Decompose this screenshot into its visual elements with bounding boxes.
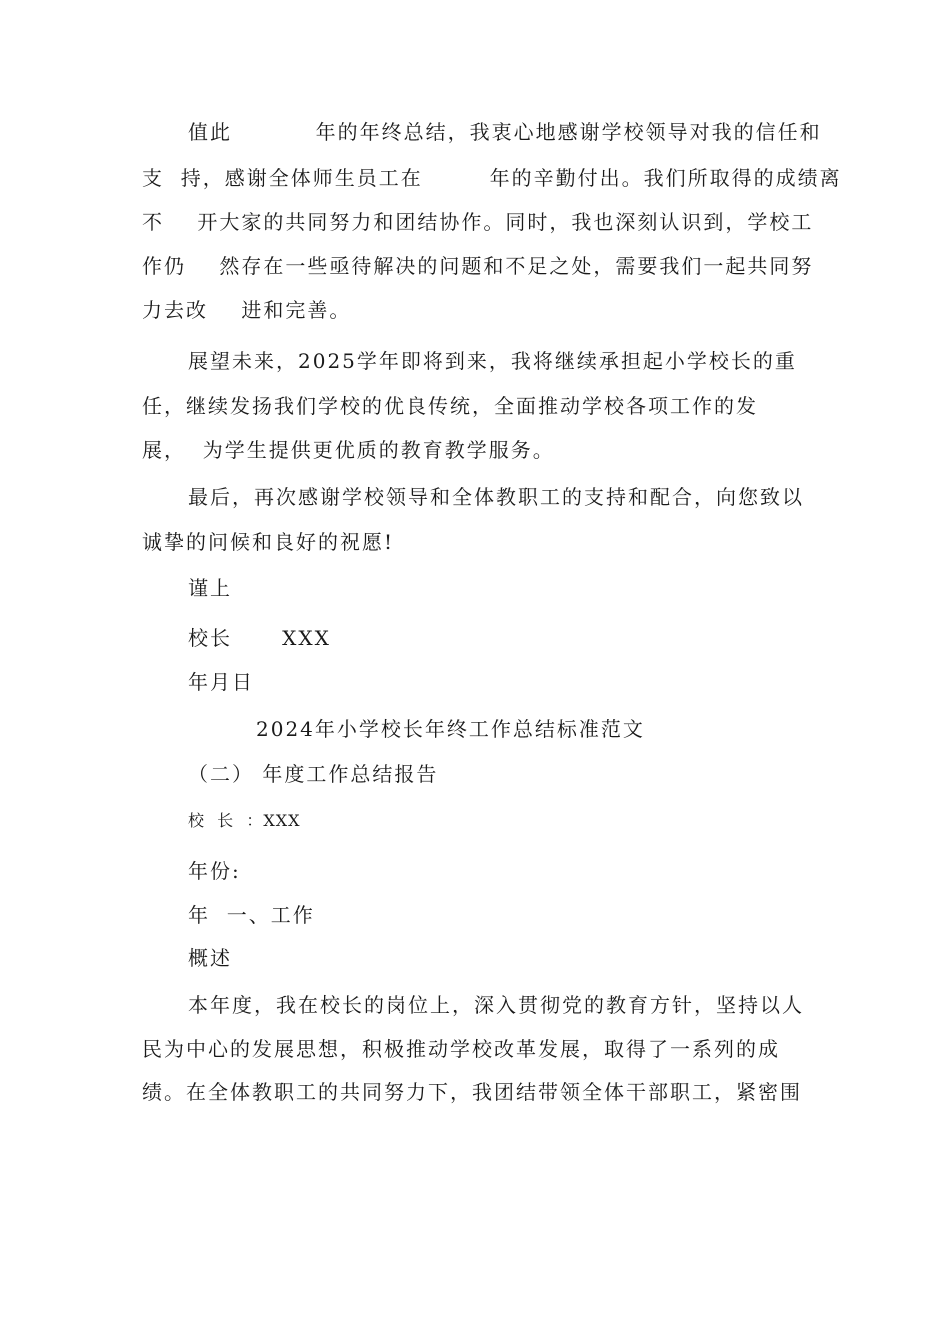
document-title: 2024年小学校长年终工作总结标准范文	[256, 717, 645, 741]
paragraph-4-line-1: 本年度，我在校长的岗位上，深入贯彻党的教育方针，坚持以人	[188, 993, 804, 1017]
paragraph-3-line-2: 诚挚的问候和良好的祝愿!	[142, 530, 395, 554]
paragraph-4-line-3: 绩。在全体教职工的共同努力下，我团结带领全体干部职工，紧密围	[142, 1080, 802, 1104]
paragraph-1-line-2: 支 持，感谢全体师生员工在 年的辛勤付出。我们所取得的成绩离	[142, 166, 842, 190]
principal-line: 校 长 ：XXX	[188, 811, 301, 830]
section-heading: 年 一、工作	[188, 903, 315, 927]
paragraph-4-line-2: 民为中心的发展思想，积极推动学校改革发展，取得了一系列的成	[142, 1037, 780, 1061]
paragraph-1-line-5: 力去改 进和完善。	[142, 298, 352, 322]
paragraph-3-line-1: 最后，再次感谢学校领导和全体教职工的支持和配合，向您致以	[188, 485, 804, 509]
paragraph-2-line-3: 展， 为学生提供更优质的教育教学服务。	[142, 438, 555, 462]
paragraph-1-line-1: 值此 年的年终总结，我衷心地感谢学校领导对我的信任和	[188, 120, 822, 144]
paragraph-1-line-3: 不 开大家的共同努力和团结协作。同时，我也深刻认识到，学校工	[142, 210, 814, 234]
date: 年月日	[188, 670, 254, 694]
document-subtitle: （二） 年度工作总结报告	[188, 762, 439, 786]
section-heading-cont: 概述	[188, 946, 232, 970]
signer: 校长 XXX	[188, 626, 331, 650]
year-label: 年份:	[188, 859, 241, 883]
paragraph-2-line-2: 任，继续发扬我们学校的优良传统，全面推动学校各项工作的发	[142, 394, 758, 418]
paragraph-1-line-4: 作仍 然存在一些亟待解决的问题和不足之处，需要我们一起共同努	[142, 254, 814, 278]
closing: 谨上	[188, 576, 232, 600]
paragraph-2-line-1: 展望未来，2025学年即将到来，我将继续承担起小学校长的重	[188, 349, 797, 373]
